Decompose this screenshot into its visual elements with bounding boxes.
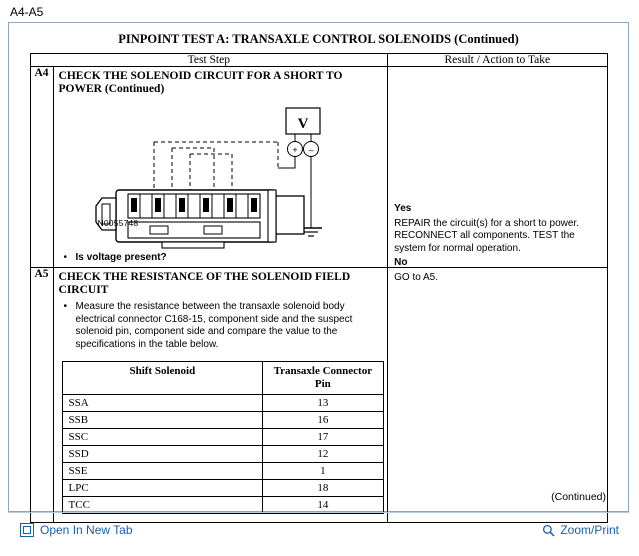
spec-solenoid-name: SSC <box>62 428 263 445</box>
spec-solenoid-pin: 13 <box>263 394 383 411</box>
spec-header-connector-pin: Transaxle Connector Pin <box>263 362 383 394</box>
step-title-a4: CHECK THE SOLENOID CIRCUIT FOR A SHORT TO POWER (Continued) <box>58 70 343 96</box>
step-a4-question: Is voltage present? <box>75 252 167 264</box>
connector-diagram <box>54 98 388 250</box>
table-row <box>62 428 383 445</box>
spec-header-shift-solenoid: Shift Solenoid <box>62 362 263 394</box>
table-row <box>62 411 383 428</box>
spec-solenoid-name: TCC <box>62 496 263 513</box>
svg-text:–: – <box>308 145 314 156</box>
list-item <box>54 299 388 353</box>
table-row <box>30 67 607 268</box>
step-id-a5: A5 <box>30 267 53 522</box>
result-no-label: No <box>394 257 408 268</box>
svg-text:V: V <box>297 116 308 133</box>
zoom-print-button[interactable] <box>542 523 619 537</box>
spec-solenoid-name: SSD <box>62 445 263 462</box>
svg-text:+: + <box>291 145 298 156</box>
continued-note: (Continued) <box>551 491 606 503</box>
table-row <box>30 267 607 522</box>
table-row <box>62 445 383 462</box>
spec-header-row <box>62 362 383 394</box>
spec-solenoid-name: SSE <box>62 462 263 479</box>
open-in-new-tab-label: Open In New Tab <box>40 523 133 537</box>
result-yes-label: Yes <box>394 203 412 214</box>
step-a5-instruction: Measure the resistance between the transaxle solenoid body electrical connector C168-15, component side and the suspect solenoid pin, component side and compare the value to the specifications in the table below. <box>75 301 353 350</box>
spec-solenoid-name: LPC <box>62 479 263 496</box>
step-body-a5 <box>53 267 388 522</box>
spec-solenoid-pin: 1 <box>263 462 383 479</box>
result-no-text: GO to A5. <box>394 271 439 283</box>
spec-solenoid-name: SSA <box>62 394 263 411</box>
spec-solenoid-pin: 12 <box>263 445 383 462</box>
open-in-new-tab-button[interactable] <box>20 523 133 537</box>
page-reference: A4-A5 <box>10 5 44 19</box>
spec-solenoid-pin: 17 <box>263 428 383 445</box>
table-row <box>62 394 383 411</box>
table-row <box>62 462 383 479</box>
column-header-result-action: Result / Action to Take <box>388 54 607 67</box>
bullet-icon: • <box>63 301 68 313</box>
step-body-a4 <box>53 67 388 268</box>
bullet-icon: • <box>63 252 68 264</box>
spec-solenoid-name: SSB <box>62 411 263 428</box>
new-tab-icon <box>20 523 34 537</box>
solenoid-pin-table <box>62 361 384 513</box>
list-item <box>54 250 388 267</box>
column-header-test-step: Test Step <box>30 54 388 67</box>
table-header-row <box>30 54 607 67</box>
spec-solenoid-pin: 16 <box>263 411 383 428</box>
result-yes-text: REPAIR the circuit(s) for a short to power. RECONNECT all components. TEST the system for normal operation. <box>394 217 579 254</box>
step-id-a4: A4 <box>30 67 53 268</box>
result-cell-a5 <box>388 267 607 522</box>
step-title-a5: CHECK THE RESISTANCE OF THE SOLENOID FIELD CIRCUIT <box>58 270 351 297</box>
document-frame <box>8 22 629 512</box>
table-row <box>62 496 383 513</box>
page-title: PINPOINT TEST A: TRANSAXLE CONTROL SOLENOIDS (Continued) <box>118 32 519 46</box>
pinpoint-test-table <box>30 53 608 523</box>
viewer-footer <box>8 512 629 548</box>
table-row <box>62 479 383 496</box>
magnifier-icon <box>542 524 555 537</box>
result-cell-a4 <box>388 67 607 283</box>
spec-solenoid-pin: 18 <box>263 479 383 496</box>
diagram-code: N0055748 <box>97 218 139 229</box>
zoom-print-label: Zoom/Print <box>560 523 619 537</box>
spec-solenoid-pin: 14 <box>263 496 383 513</box>
